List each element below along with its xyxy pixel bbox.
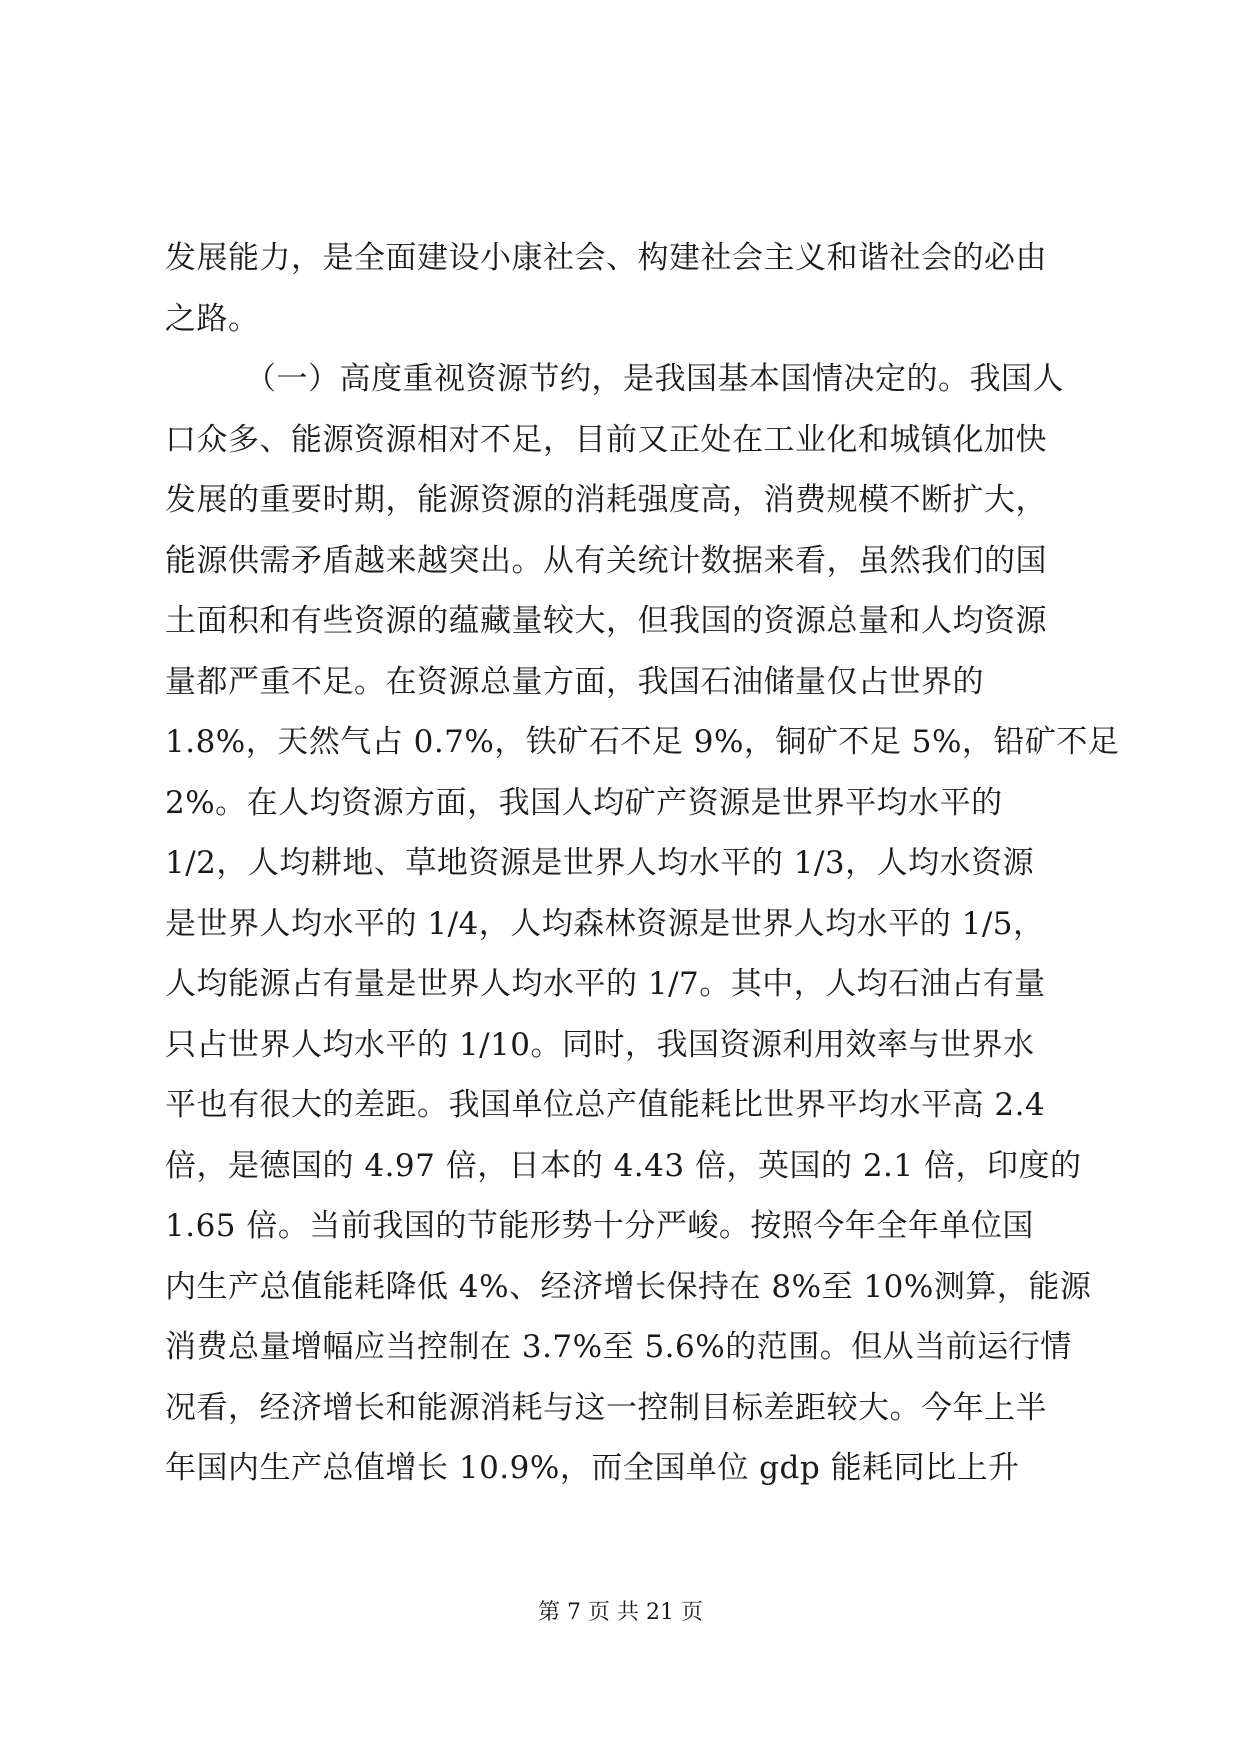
text-line: 土面积和有些资源的蕴藏量较大，但我国的资源总量和人均资源 [165,603,1047,639]
text-line: 1.65 倍。当前我国的节能形势十分严峻。按照今年全年单位国 [165,1208,1034,1244]
text-line: 消费总量增幅应当控制在 3.7%至 5.6%的范围。但从当前运行情 [165,1329,1072,1365]
text-line: 人均能源占有量是世界人均水平的 1/7。其中，人均石油占有量 [165,966,1046,1002]
text-line: 能源供需矛盾越来越突出。从有关统计数据来看，虽然我们的国 [165,542,1047,579]
text-line: 量都严重不足。在资源总量方面，我国石油储量仅占世界的 [165,663,984,700]
body-text [165,228,1120,1499]
page-number-footer: 第 7 页 共 21 页 [538,1600,703,1625]
text-line: 况看，经济增长和能源消耗与这一控制目标差距较大。今年上半 [165,1389,1047,1426]
text-line: （一）高度重视资源节约，是我国基本国情决定的。我国人 [245,361,1064,397]
text-line: 口众多、能源资源相对不足，目前又正处在工业化和城镇化加快 [165,421,1047,458]
text-line: 年国内生产总值增长 10.9%，而全国单位 gdp 能耗同比上升 [165,1450,1020,1486]
text-line: 发展能力，是全面建设小康社会、构建社会主义和谐社会的必由 [165,240,1047,276]
text-line: 只占世界人均水平的 1/10。同时，我国资源利用效率与世界水 [165,1026,1035,1063]
text-line: 内生产总值能耗降低 4%、经济增长保持在 8%至 10%测算，能源 [165,1268,1092,1305]
text-line: 倍，是德国的 4.97 倍，日本的 4.43 倍，英国的 2.1 倍，印度的 [165,1147,1082,1184]
text-line: 1/2，人均耕地、草地资源是世界人均水平的 1/3，人均水资源 [165,845,1035,881]
text-line: 平也有很大的差距。我国单位总产值能耗比世界平均水平高 2.4 [165,1087,1046,1123]
text-line: 1.8%，天然气占 0.7%，铁矿石不足 9%，铜矿不足 5%，铅矿不足 [165,724,1120,760]
text-line: 是世界人均水平的 1/4，人均森林资源是世界人均水平的 1/5， [165,905,1045,942]
text-line: 之路。 [165,300,260,337]
text-line: 2%。在人均资源方面，我国人均矿产资源是世界平均水平的 [165,784,1003,821]
text-line: 发展的重要时期，能源资源的消耗强度高，消费规模不断扩大， [165,482,1047,518]
